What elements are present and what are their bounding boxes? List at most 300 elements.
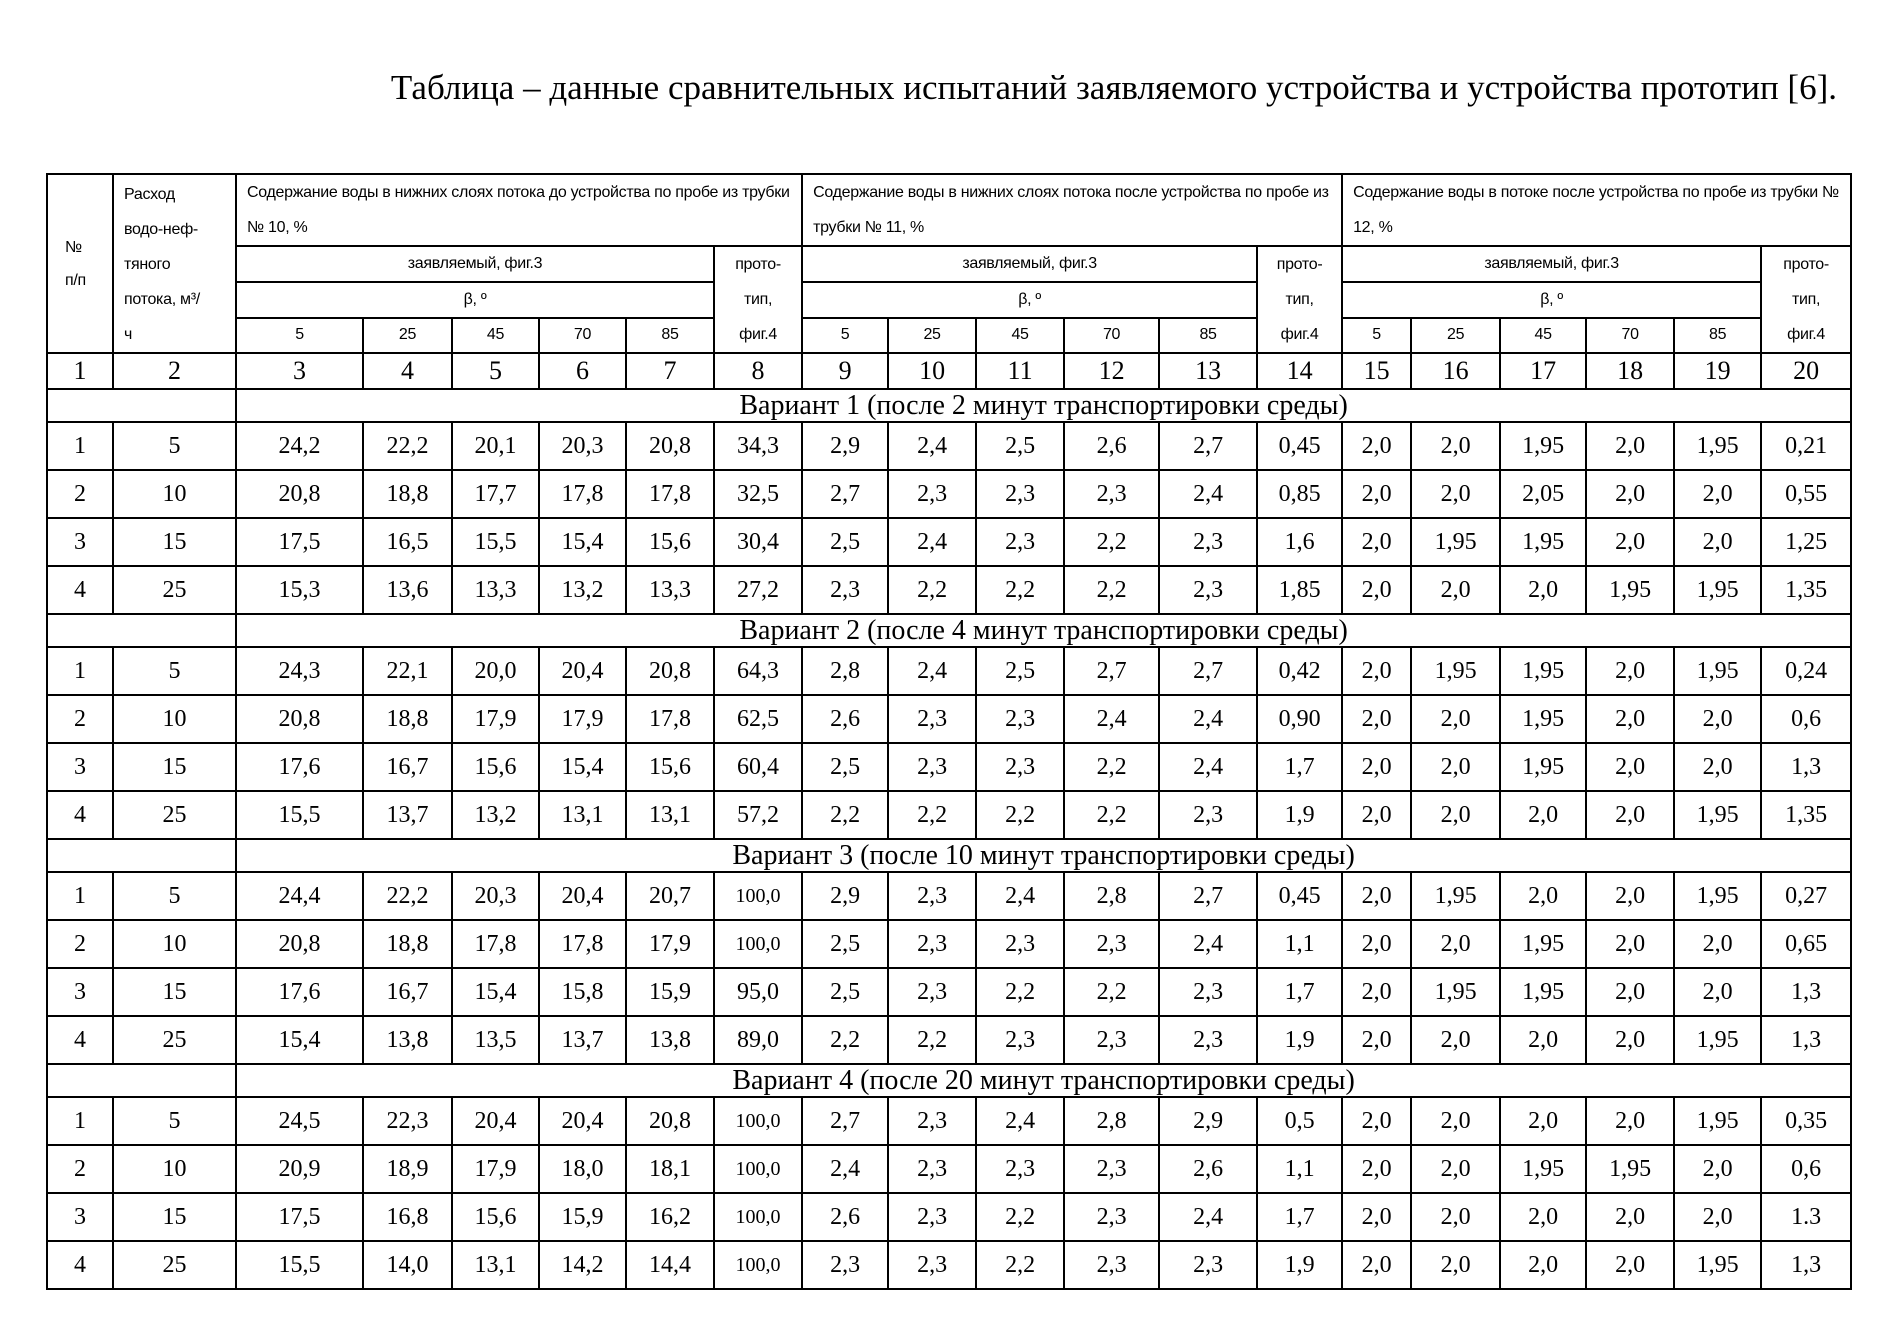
variant-title: Вариант 3 (после 10 минут транспортировки среды) [236,839,1851,872]
table-cell: 1,95 [1500,518,1586,566]
table-cell: 4 [47,1241,113,1289]
table-cell: 2,0 [1586,743,1674,791]
variant-title: Вариант 4 (после 20 минут транспортировки среды) [236,1064,1851,1097]
table-cell: 1,1 [1257,1145,1342,1193]
header-flow-rate [113,174,236,353]
table-cell: 2,5 [802,518,888,566]
table-cell: 2,0 [1674,1145,1761,1193]
table-cell: 20,9 [236,1145,363,1193]
table-cell: 2,4 [1159,470,1257,518]
variant-header-row [47,389,1851,422]
table-cell: 1 [47,422,113,470]
column-number: 7 [626,353,714,389]
table-cell: 57,2 [714,791,802,839]
table-cell: 2,0 [1411,791,1500,839]
table-cell: 2,0 [1411,1145,1500,1193]
table-row [47,1145,1851,1193]
table-cell: 2,3 [888,968,976,1016]
table-cell: 2,4 [888,422,976,470]
header-row-number-label: № п/п [65,231,95,297]
table-cell: 17,8 [539,920,626,968]
table-cell: 2,7 [1159,422,1257,470]
table-row [47,1241,1851,1289]
table-cell: 25 [113,791,236,839]
table-cell: 2,0 [1586,1097,1674,1145]
table-cell: 2,3 [1159,566,1257,614]
table-cell: 5 [113,647,236,695]
table-cell: 1,3 [1761,1241,1851,1289]
table-cell: 2,0 [1411,566,1500,614]
table-cell: 2,7 [1064,647,1159,695]
column-number: 9 [802,353,888,389]
table-cell: 95,0 [714,968,802,1016]
table-cell: 1,95 [1500,422,1586,470]
header-proto-label: прото-тип, фиг.4 [1270,247,1330,352]
table-cell: 18,8 [363,920,452,968]
table-cell: 2,0 [1342,872,1411,920]
table-cell: 2,3 [1159,1241,1257,1289]
table-cell: 0,45 [1257,422,1342,470]
table-cell: 22,1 [363,647,452,695]
table-cell: 1,3 [1761,743,1851,791]
table-cell: 2,6 [802,695,888,743]
table-cell: 2,7 [1159,872,1257,920]
table-cell: 2,0 [1342,1193,1411,1241]
table-cell: 15 [113,968,236,1016]
table-cell: 1,95 [1411,647,1500,695]
table-cell: 2,2 [888,1016,976,1064]
table-cell: 2,3 [976,695,1064,743]
table-cell: 20,8 [626,1097,714,1145]
table-row [47,470,1851,518]
table-cell: 2,0 [1342,647,1411,695]
table-cell: 15,9 [626,968,714,1016]
table-cell: 13,7 [363,791,452,839]
table-cell: 2,0 [1674,518,1761,566]
table-cell: 2,3 [1064,470,1159,518]
table-cell: 62,5 [714,695,802,743]
header-angle: 45 [452,318,539,353]
table-cell: 100,0 [714,920,802,968]
table-cell: 2,0 [1500,1241,1586,1289]
table-cell: 2,4 [1159,695,1257,743]
table-cell: 1,9 [1257,1016,1342,1064]
table-cell: 15,3 [236,566,363,614]
table-cell: 2,0 [1342,518,1411,566]
table-row [47,695,1851,743]
column-number: 5 [452,353,539,389]
table-cell: 16,5 [363,518,452,566]
header-group-2: Содержание воды в нижних слоях потока после устройства по пробе из трубки № 11, % [802,174,1342,246]
column-number: 4 [363,353,452,389]
table-cell: 4 [47,1016,113,1064]
table-cell: 0,5 [1257,1097,1342,1145]
table-cell: 1,7 [1257,1193,1342,1241]
table-cell: 2,0 [1586,695,1674,743]
table-cell: 13,3 [452,566,539,614]
table-cell: 13,7 [539,1016,626,1064]
table-cell: 2,0 [1342,968,1411,1016]
variant-blank-cell [47,839,236,872]
table-cell: 17,8 [626,695,714,743]
table-cell: 60,4 [714,743,802,791]
table-cell: 17,8 [626,470,714,518]
table-cell: 0,45 [1257,872,1342,920]
table-cell: 2,4 [802,1145,888,1193]
table-cell: 13,1 [626,791,714,839]
table-cell: 64,3 [714,647,802,695]
table-cell: 2,0 [1342,791,1411,839]
table-cell: 0,6 [1761,695,1851,743]
table-cell: 2,3 [802,566,888,614]
table-cell: 2,6 [802,1193,888,1241]
table-cell: 0,55 [1761,470,1851,518]
table-cell: 2,0 [1586,1241,1674,1289]
table-cell: 24,2 [236,422,363,470]
table-cell: 2,0 [1586,791,1674,839]
header-angle: 85 [1159,318,1257,353]
table-row [47,422,1851,470]
table-cell: 5 [113,872,236,920]
table-cell: 2,4 [888,647,976,695]
table-cell: 2,3 [1064,920,1159,968]
column-number: 8 [714,353,802,389]
table-cell: 2,3 [888,872,976,920]
table-cell: 2,2 [1064,791,1159,839]
table-cell: 15,6 [452,1193,539,1241]
table-cell: 2,7 [1159,647,1257,695]
table-cell: 2,4 [976,872,1064,920]
table-cell: 2,2 [976,1241,1064,1289]
table-cell: 2,0 [1500,566,1586,614]
table-cell: 20,8 [236,470,363,518]
table-cell: 2,0 [1674,743,1761,791]
table-cell: 2,2 [1064,743,1159,791]
table-row [47,1016,1851,1064]
table-cell: 2,7 [802,1097,888,1145]
table-cell: 2,0 [1342,422,1411,470]
table-row [47,872,1851,920]
table-cell: 1,95 [1674,1097,1761,1145]
table-cell: 2,3 [1064,1193,1159,1241]
table-cell: 2,0 [1500,872,1586,920]
table-cell: 15 [113,743,236,791]
table-cell: 1,1 [1257,920,1342,968]
table-cell: 14,0 [363,1241,452,1289]
table-cell: 1,7 [1257,968,1342,1016]
table-cell: 1,95 [1411,872,1500,920]
table-cell: 1,95 [1674,422,1761,470]
table-cell: 13,2 [452,791,539,839]
table-cell: 2,0 [1411,743,1500,791]
header-angle: 70 [1586,318,1674,353]
table-cell: 20,8 [236,695,363,743]
table-cell: 2,3 [888,1145,976,1193]
table-cell: 2,9 [1159,1097,1257,1145]
table-cell: 2 [47,1145,113,1193]
header-angle: 85 [1674,318,1761,353]
table-cell: 1 [47,647,113,695]
table-cell: 15,8 [539,968,626,1016]
table-cell: 3 [47,968,113,1016]
table-cell: 2,3 [888,1241,976,1289]
table-cell: 15,9 [539,1193,626,1241]
table-cell: 17,6 [236,968,363,1016]
table-cell: 2,3 [1159,968,1257,1016]
table-cell: 20,8 [626,422,714,470]
table-cell: 3 [47,743,113,791]
table-cell: 2,3 [1064,1016,1159,1064]
table-cell: 2,8 [802,647,888,695]
table-cell: 15,5 [236,791,363,839]
table-cell: 2,3 [976,1145,1064,1193]
table-cell: 15,6 [626,518,714,566]
table-cell: 2,2 [1064,968,1159,1016]
table-cell: 2,0 [1674,968,1761,1016]
variant-title: Вариант 2 (после 4 минут транспортировки среды) [236,614,1851,647]
table-cell: 1,95 [1500,1145,1586,1193]
table-cell: 100,0 [714,1241,802,1289]
table-cell: 2,05 [1500,470,1586,518]
table-cell: 2,5 [976,422,1064,470]
table-cell: 1,95 [1674,791,1761,839]
table-cell: 20,4 [539,872,626,920]
table-cell: 2,0 [1342,743,1411,791]
variant-blank-cell [47,1064,236,1097]
table-cell: 25 [113,1016,236,1064]
table-cell: 100,0 [714,1097,802,1145]
table-cell: 2,0 [1586,422,1674,470]
table-cell: 2,3 [888,1193,976,1241]
table-cell: 0,85 [1257,470,1342,518]
table-cell: 1,3 [1761,1016,1851,1064]
table-cell: 2,4 [1159,1193,1257,1241]
header-angle: 85 [626,318,714,353]
table-cell: 20,4 [539,647,626,695]
table-cell: 0,21 [1761,422,1851,470]
variant-header-row [47,1064,1851,1097]
table-cell: 2,0 [1411,920,1500,968]
table-cell: 10 [113,695,236,743]
table-cell: 27,2 [714,566,802,614]
table-cell: 1,25 [1761,518,1851,566]
table-cell: 5 [113,1097,236,1145]
table-cell: 2,0 [1411,1016,1500,1064]
table-cell: 2,2 [976,566,1064,614]
table-cell: 2,4 [976,1097,1064,1145]
column-number: 3 [236,353,363,389]
table-cell: 2,3 [802,1241,888,1289]
table-cell: 3 [47,1193,113,1241]
table-cell: 2,4 [888,518,976,566]
column-number: 2 [113,353,236,389]
table-cell: 1,95 [1674,1241,1761,1289]
table-cell: 2,0 [1342,920,1411,968]
table-cell: 2,0 [1500,1016,1586,1064]
table-cell: 22,3 [363,1097,452,1145]
table-cell: 17,8 [452,920,539,968]
table-cell: 2,0 [1586,518,1674,566]
column-number: 10 [888,353,976,389]
table-cell: 100,0 [714,872,802,920]
table-cell: 3 [47,518,113,566]
table-row [47,1097,1851,1145]
table-cell: 2,2 [976,968,1064,1016]
table-cell: 15,4 [236,1016,363,1064]
table-cell: 13,1 [452,1241,539,1289]
header-angle: 45 [1500,318,1586,353]
table-cell: 15,4 [539,518,626,566]
table-cell: 13,8 [363,1016,452,1064]
table-cell: 2,3 [976,518,1064,566]
table-cell: 2,3 [888,743,976,791]
table-cell: 1,9 [1257,1241,1342,1289]
table-cell: 20,8 [236,920,363,968]
table-cell: 1,95 [1411,518,1500,566]
table-cell: 2,0 [1411,1241,1500,1289]
table-cell: 13,3 [626,566,714,614]
table-cell: 2,0 [1342,470,1411,518]
table-cell: 0,90 [1257,695,1342,743]
table-cell: 17,9 [539,695,626,743]
header-claimed-2: заявляемый, фиг.3 [802,246,1257,282]
header-angle: 25 [888,318,976,353]
table-cell: 1 [47,1097,113,1145]
header-beta-3: β, º [1342,282,1761,317]
table-cell: 2,0 [1411,695,1500,743]
header-claimed-3: заявляемый, фиг.3 [1342,246,1761,282]
table-cell: 2,5 [976,647,1064,695]
table-cell: 16,8 [363,1193,452,1241]
table-row [47,968,1851,1016]
table-cell: 13,2 [539,566,626,614]
table-cell: 2,6 [1064,422,1159,470]
table-cell: 0,27 [1761,872,1851,920]
table-cell: 18,0 [539,1145,626,1193]
table-cell: 2,0 [1586,872,1674,920]
table-cell: 18,8 [363,470,452,518]
table-cell: 2,4 [1064,695,1159,743]
table-cell: 20,3 [539,422,626,470]
table-cell: 13,1 [539,791,626,839]
table-cell: 2,0 [1586,968,1674,1016]
variant-title: Вариант 1 (после 2 минут транспортировки среды) [236,389,1851,422]
table-cell: 2,2 [1064,566,1159,614]
table-cell: 17,9 [452,1145,539,1193]
table-row [47,920,1851,968]
table-cell: 2,3 [888,470,976,518]
header-angle: 5 [1342,318,1411,353]
table-cell: 15,4 [539,743,626,791]
table-cell: 17,5 [236,1193,363,1241]
table-cell: 2,2 [802,1016,888,1064]
table-row [47,791,1851,839]
header-group-3: Содержание воды в потоке после устройства по пробе из трубки № 12, % [1342,174,1851,246]
table-cell: 17,9 [626,920,714,968]
header-proto-label: прото-тип, фиг.4 [728,247,788,352]
table-cell: 20,3 [452,872,539,920]
table-cell: 32,5 [714,470,802,518]
table-cell: 2,8 [1064,872,1159,920]
table-cell: 1 [47,872,113,920]
table-cell: 2,0 [1586,470,1674,518]
header-proto-label: прото-тип, фиг.4 [1776,247,1836,352]
table-cell: 25 [113,1241,236,1289]
table-cell: 2,9 [802,872,888,920]
table-cell: 2,8 [1064,1097,1159,1145]
header-proto-1 [714,246,802,353]
table-cell: 17,7 [452,470,539,518]
table-cell: 17,6 [236,743,363,791]
table-cell: 2,0 [1342,1241,1411,1289]
table-cell: 25 [113,566,236,614]
table-cell: 20,7 [626,872,714,920]
table-cell: 2,0 [1342,1016,1411,1064]
table-cell: 2,3 [888,695,976,743]
header-angle: 25 [363,318,452,353]
table-cell: 15,4 [452,968,539,1016]
table-row [47,1193,1851,1241]
table-cell: 100,0 [714,1193,802,1241]
table-cell: 13,8 [626,1016,714,1064]
table-cell: 1,95 [1674,1016,1761,1064]
table-cell: 4 [47,791,113,839]
header-angle: 70 [1064,318,1159,353]
table-cell: 2,3 [1064,1145,1159,1193]
table-cell: 10 [113,920,236,968]
column-number: 13 [1159,353,1257,389]
column-number: 14 [1257,353,1342,389]
table-cell: 2,0 [1586,1016,1674,1064]
table-cell: 2,0 [1586,920,1674,968]
table-cell: 1,85 [1257,566,1342,614]
table-cell: 18,1 [626,1145,714,1193]
header-flow-label: Расход водо-неф-тяного потока, м³/ч [124,175,204,352]
table-cell: 20,4 [539,1097,626,1145]
column-number: 15 [1342,353,1411,389]
table-cell: 2,0 [1674,470,1761,518]
table-cell: 2,3 [976,1016,1064,1064]
table-cell: 17,8 [539,470,626,518]
table-cell: 15 [113,1193,236,1241]
table-cell: 17,5 [236,518,363,566]
table-cell: 1,6 [1257,518,1342,566]
table-row [47,647,1851,695]
header-proto-3 [1761,246,1851,353]
table-cell: 15,6 [452,743,539,791]
table-cell: 2,2 [976,791,1064,839]
table-cell: 2,0 [1500,1193,1586,1241]
table-cell: 1,95 [1411,968,1500,1016]
table-cell: 16,2 [626,1193,714,1241]
table-cell: 2,0 [1674,695,1761,743]
table-cell: 2,3 [888,920,976,968]
table-cell: 34,3 [714,422,802,470]
table-cell: 0,35 [1761,1097,1851,1145]
table-cell: 2,0 [1674,1193,1761,1241]
table-cell: 4 [47,566,113,614]
table-cell: 20,4 [452,1097,539,1145]
table-cell: 16,7 [363,968,452,1016]
table-cell: 24,4 [236,872,363,920]
table-row [47,566,1851,614]
column-number: 12 [1064,353,1159,389]
table-cell: 2,9 [802,422,888,470]
table-cell: 1,3 [1761,968,1851,1016]
table-cell: 24,3 [236,647,363,695]
table-cell: 1,95 [1500,743,1586,791]
table-cell: 1,35 [1761,791,1851,839]
